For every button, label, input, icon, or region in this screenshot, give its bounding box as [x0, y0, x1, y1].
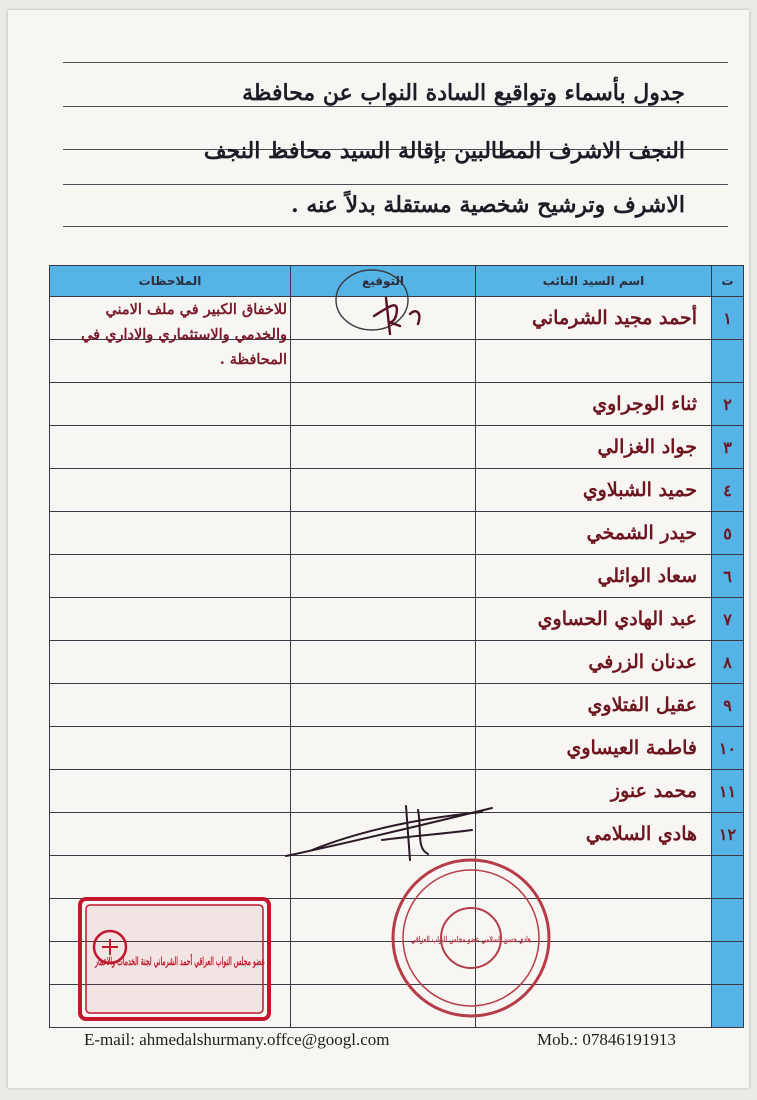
row-number: ١١ [718, 781, 737, 801]
notes-cell [50, 426, 291, 469]
row-number: ٢ [723, 394, 732, 414]
member-name-cell [476, 383, 712, 426]
member-name-cell [476, 727, 712, 770]
row-number-cell [712, 684, 744, 727]
member-name: ثناء الوجراوي [592, 393, 697, 415]
row-number-cell [712, 641, 744, 684]
ruled-line [63, 226, 728, 227]
signature-cell [291, 512, 476, 555]
row-number: ٤ [723, 480, 732, 500]
row-number: ١٠ [718, 738, 737, 758]
signature-cell [291, 598, 476, 641]
table-row [50, 383, 744, 426]
row-number-cell [712, 727, 744, 770]
member-name-cell [476, 684, 712, 727]
row-number: ٧ [723, 609, 732, 629]
notes-text: للاخفاق الكبير في ملف الامني والخدمي والاستثماري والاداري في المحافظة . [81, 301, 287, 368]
signature-cell [291, 469, 476, 512]
notes-cell [50, 383, 291, 426]
footer-mobile: Mob.: 07846191913 [537, 1030, 676, 1049]
row-number: ٥ [723, 523, 732, 543]
row-number: ١٢ [718, 824, 737, 844]
column-header-name: اسم السيد النائب [476, 266, 712, 297]
notes-cell [50, 770, 291, 813]
signature-cell [291, 555, 476, 598]
member-name-cell [476, 555, 712, 598]
member-name: عدنان الزرفي [588, 651, 697, 673]
member-name: حميد الشبلاوي [582, 479, 697, 501]
row-number-cell [712, 426, 744, 469]
round-seal-text: هادي حسن السلامي عضو مجلس النواب العراقي [411, 934, 575, 944]
member-name: فاطمة العيساوي [566, 737, 697, 759]
notes-cell [50, 856, 291, 899]
signature-cell [291, 727, 476, 770]
notes-cell [50, 641, 291, 684]
member-name-cell [476, 340, 712, 383]
member-name: محمد عنوز [610, 780, 697, 802]
notes-cell [50, 469, 291, 512]
row-number-cell [712, 770, 744, 813]
table-row [50, 555, 744, 598]
table-row [50, 426, 744, 469]
signature-cell [291, 684, 476, 727]
column-header-number: ت [712, 266, 744, 297]
row-number-cell [712, 383, 744, 426]
member-name: أحمد مجيد الشرماني [532, 307, 697, 329]
notes-cell [50, 813, 291, 856]
signature-circle [336, 270, 408, 330]
notes-cell [50, 512, 291, 555]
row-number-cell [712, 899, 744, 942]
notes-cell [50, 684, 291, 727]
signature-cell [291, 426, 476, 469]
notes-cell [50, 555, 291, 598]
signature-stroke [286, 806, 492, 860]
row-number-cell [712, 856, 744, 899]
signature-first-row [330, 268, 440, 348]
heading-line-2: النجف الاشرف المطالبين بإقالة السيد محافظ النجف [203, 138, 685, 164]
member-name: سعاد الوائلي [597, 565, 697, 587]
row-number-cell [712, 512, 744, 555]
round-seal [389, 856, 575, 1021]
ruled-line [63, 62, 728, 63]
row-number-cell [712, 942, 744, 985]
column-header-notes: الملاحظات [50, 266, 291, 297]
row-number-cell [712, 598, 744, 641]
table-row [50, 512, 744, 555]
member-name: حيدر الشمخي [586, 522, 697, 544]
signature-cell [291, 641, 476, 684]
column-header-signature: التوقيع [291, 266, 476, 297]
member-name-cell [476, 469, 712, 512]
row-number-cell [712, 555, 744, 598]
row-number-cell [712, 469, 744, 512]
member-name-cell [476, 426, 712, 469]
notes-cell [50, 598, 291, 641]
ruled-line [63, 184, 728, 185]
table-row [50, 727, 744, 770]
member-name-cell [476, 641, 712, 684]
heading-line-1: جدول بأسماء وتواقيع السادة النواب عن محافظة [242, 80, 685, 106]
member-name: عقيل الفتلاوي [587, 694, 697, 716]
red-stamp [76, 895, 403, 1023]
member-name: هادي السلامي [585, 823, 697, 845]
member-name-cell [476, 813, 712, 856]
member-name: جواد الغزالي [597, 436, 697, 458]
table-row [50, 684, 744, 727]
row-number: ١ [723, 308, 732, 328]
member-name-cell [476, 512, 712, 555]
table-row [50, 598, 744, 641]
row-number: ٦ [723, 566, 732, 586]
row-number: ٨ [723, 652, 732, 672]
table-row [50, 641, 744, 684]
row-number-cell [712, 340, 744, 383]
member-name-cell [476, 598, 712, 641]
member-name: عبد الهادي الحساوي [537, 608, 697, 630]
row-number-cell [712, 297, 744, 340]
red-stamp-text: عضو مجلس النواب العراقي أحمد الشرماني لجنة الخدمات والاعمار [95, 955, 403, 968]
heading-line-3: الاشرف وترشيح شخصية مستقلة بدلاً عنه . [291, 192, 685, 218]
notes-cell [50, 727, 291, 770]
footer-email: E-mail: ahmedalshurmany.offce@googl.com [84, 1030, 390, 1049]
row-number: ٩ [723, 695, 732, 715]
ruled-line [63, 106, 728, 107]
signature-cell [291, 383, 476, 426]
member-name-cell [476, 770, 712, 813]
row-number-cell [712, 985, 744, 1028]
row-number-cell [712, 813, 744, 856]
member-name-cell [476, 297, 712, 340]
table-row [50, 469, 744, 512]
row-number: ٣ [723, 437, 732, 457]
